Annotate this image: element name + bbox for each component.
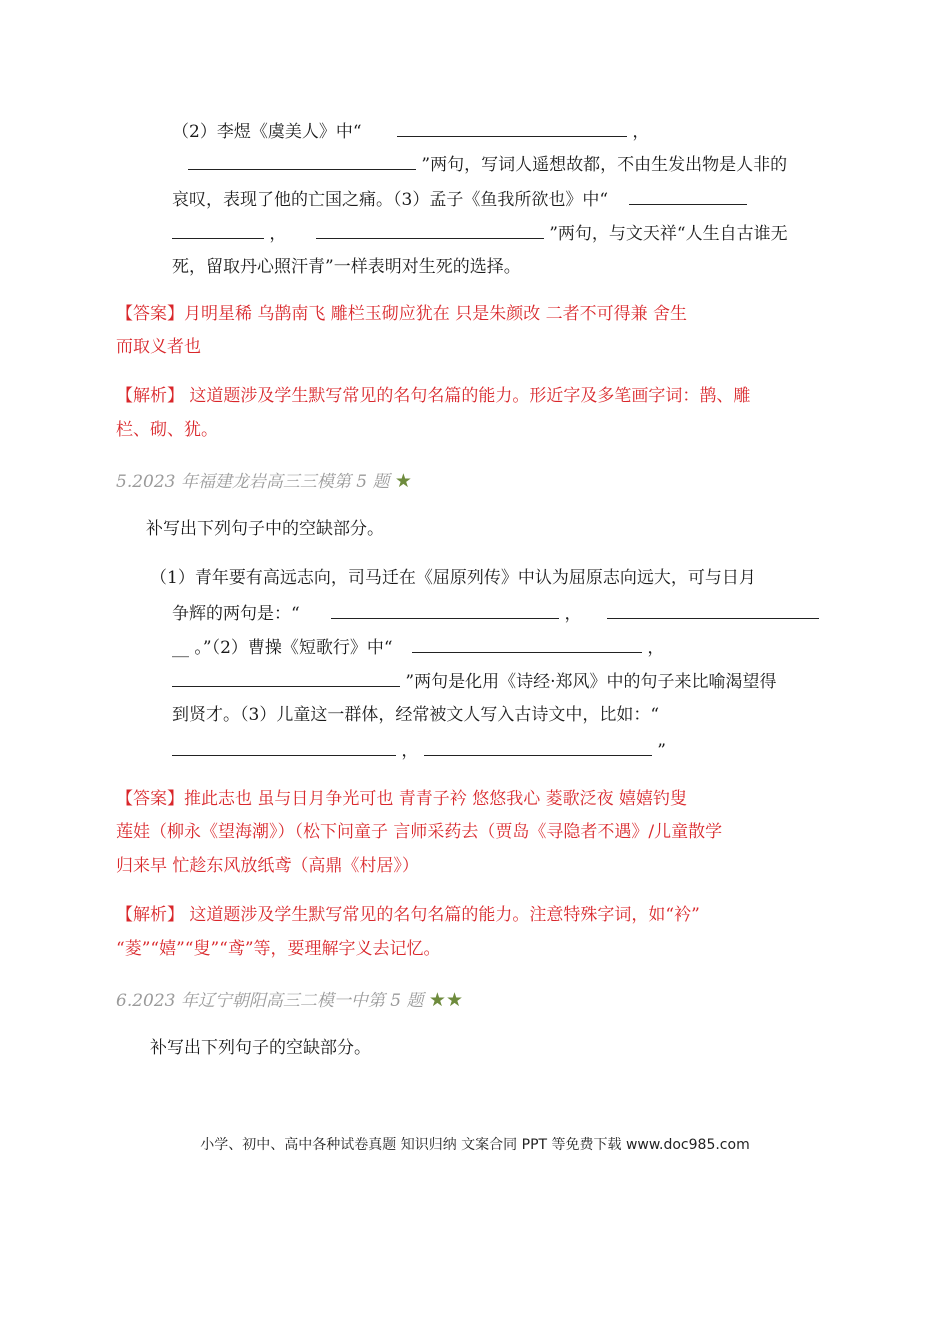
q6-intro: 补写出下列句子的空缺部分。 (150, 1038, 371, 1058)
answer-blank (397, 118, 627, 137)
q5-text: ” (657, 741, 666, 761)
q5-line-1: （1）青年要有高远志向，司马迁在《屈原列传》中认为屈原志向远大，可与日月 (150, 568, 756, 588)
q5-line-3 (172, 634, 664, 660)
q4-line-5: 死，留取丹心照汗青”一样表明对生死的选择。 (172, 257, 521, 277)
answer-4-line-1: 【答案】月明星稀 乌鹊南飞 雕栏玉砌应犹在 只是朱颜改 二者不可得兼 舍生 (116, 304, 688, 324)
answer-blank (607, 600, 819, 619)
q5-text: ， (401, 741, 419, 761)
q5-text: ， (647, 638, 665, 658)
q5-line-4 (172, 668, 777, 694)
answer-5-line-3: 归来早 忙趁东风放纸鸢（高鼎《村居》） (116, 856, 419, 876)
difficulty-star-icon: ★★ (428, 989, 463, 1011)
answer-blank (172, 668, 400, 687)
page-footer: 小学、初中、高中各种试卷真题 知识归纳 文案合同 PPT 等免费下载 www.doc985.com (200, 1137, 750, 1153)
answer-blank (412, 634, 642, 653)
answer-5-line-1: 【答案】推此志也 虽与日月争光可也 青青子衿 悠悠我心 菱歌泛夜 嬉嬉钓叟 (116, 789, 688, 809)
q5-text: ， (564, 604, 582, 624)
q4-line-2 (188, 151, 787, 177)
q4-line-4 (172, 220, 788, 246)
q5-line-5: 到贤才。（3）儿童这一群体，经常被文人写入古诗文中，比如：“ (172, 705, 660, 725)
q5-text: ”两句是化用《诗经·郑风》中的句子来比喻渴望得 (405, 672, 777, 692)
q5-intro: 补写出下列句子中的空缺部分。 (146, 519, 384, 539)
q4-line-1 (172, 118, 649, 144)
answer-blank (424, 737, 652, 756)
q4-line-3 (172, 186, 747, 212)
q4-text: ”两句，写词人遥想故都，不由生发出物是人非的 (421, 155, 788, 175)
q4-text: ”两句，与文天祥“人生自古谁无 (549, 224, 788, 244)
q5-line-6 (172, 737, 666, 763)
answer-blank (188, 151, 416, 170)
answer-blank (629, 186, 747, 205)
answer-blank (172, 220, 264, 239)
difficulty-star-icon: ★ (394, 470, 412, 492)
answer-blank (316, 220, 544, 239)
q4-text: 哀叹，表现了他的亡国之痛。（3）孟子《鱼我所欲也》中“ (172, 190, 609, 210)
analysis-5-line-1: 【解析】 这道题涉及学生默写常见的名句名篇的能力。注意特殊字词，如“衿” (116, 905, 700, 925)
analysis-4-line-2: 栏、砌、犹。 (116, 420, 218, 440)
question-6-title: 6.2023 年辽宁朝阳高三二模一中第 5 题 (116, 991, 424, 1011)
answer-4-line-2: 而取义者也 (116, 337, 201, 357)
analysis-4-line-1: 【解析】 这道题涉及学生默写常见的名句名篇的能力。形近字及多笔画字词：鹊、雕 (116, 386, 751, 406)
question-6-heading (116, 986, 463, 1011)
q5-line-2 (172, 600, 819, 626)
q5-text: 争辉的两句是：“ (172, 604, 300, 624)
question-5-title: 5.2023 年福建龙岩高三三模第 5 题 (116, 472, 390, 492)
q4-text: ， (269, 224, 287, 244)
q4-text: （2）李煜《虞美人》中“ (172, 122, 362, 142)
question-5-heading (116, 467, 412, 492)
q5-text: __ 。”（2）曹操《短歌行》中“ (172, 638, 393, 658)
answer-blank (331, 600, 559, 619)
answer-5-line-2: 莲娃（柳永《望海潮》）（松下问童子 言师采药去（贾岛《寻隐者不遇》/儿童散学 (116, 822, 723, 842)
answer-blank (172, 737, 396, 756)
q4-text: ， (632, 122, 650, 142)
analysis-5-line-2: “菱”“嬉”“叟”“鸢”等，要理解字义去记忆。 (116, 939, 441, 959)
